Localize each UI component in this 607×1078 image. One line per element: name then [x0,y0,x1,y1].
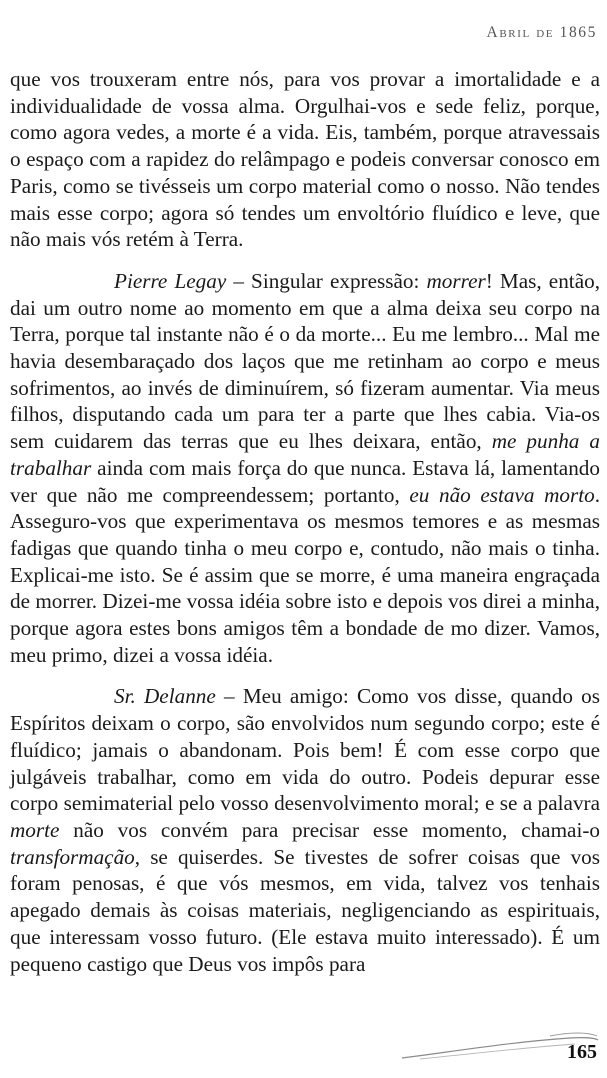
speaker-name: Pierre Legay [114,268,227,293]
text-span: ! Mas, então, dai um outro nome ao momento em que a alma deixa seu corpo na Terra, porque tal instante não é o da morte... Eu me lembro... Mal me havia desembaraçado dos laços que me retinham ao corpo e meus sofrimentos, ao invés de diminuírem, só fizeram aumentar. Via meus filhos, disputando cada um para ter a parte que lhes cabia. Via-os sem cuidarem das terras que eu lhes deixara, então, [10,268,600,454]
text-span: não vos convém para precisar esse momento, chamai-o [59,817,600,842]
speaker-name: Sr. Delanne [114,684,216,709]
text-span: ainda com mais força do que nunca. Estava lá, lamentando ver que não me compreendessem; portanto, [10,455,600,507]
text-span: , se quiserdes. Se tivestes de sofrer coisas que vos foram penosas, é que vós mesmos, em vida, talvez vos tenhais apegado demais às coisas materiais, negligenciando as espirituais, que interessam vosso futuro. (Ele estava muito interessado). É um pequeno castigo que Deus vos impôs para [10,844,600,976]
italic-span: me punha a trabalhar [10,429,600,480]
text-span: – Meu amigo: Como vos disse, quando os Espíritos deixam o corpo, são envolvidos num segundo corpo; este é fluídico; jamais o abandonam. Pois bem! É com esse corpo que julgáveis trabalhar, como em vida do outro. Podeis depurar esse corpo semimaterial pelo vosso desenvolvimento moral; e se a palavra [10,684,600,816]
text-span: – Singular expressão: [226,268,427,293]
italic-span: morte [10,817,60,842]
italic-span: eu não estava morto [409,482,595,507]
page-number: 165 [567,1041,597,1063]
paragraph-2 [10,268,600,669]
page-footer [0,1020,607,1078]
running-header: Abril de 1865 [486,24,597,41]
italic-span: transformação [10,844,135,869]
paragraph-1 [10,66,600,253]
page-body [10,66,600,977]
text-span: que vos trouxeram entre nós, para vos provar a imortalidade e a individualidade de vossa alma. Orgulhai-vos e sede feliz, porque, como agora vedes, a morte é a vida. Eis, também, porque atravessais o espaço com a rapidez do relâmpago e podeis conversar conosco em Paris, como se tivésseis um corpo material como o nosso. Não tendes mais esse corpo; agora só tendes um envoltório fluídico e leve, que não mais vós retém à Terra. [10,67,600,252]
italic-span: morrer [426,268,486,293]
text-span: . Asseguro-vos que experimentava os mesmos temores e as mesmas fadigas que quando tinha o meu corpo e, contudo, não mais o tinha. Explicai-me isto. Se é assim que se morre, é uma maneira engraçada de morrer. Dizei-me vossa idéia sobre isto e depois vos direi a minha, porque agora estes bons amigos têm a bondade de mo dizer. Vamos, meu primo, dizei a vossa idéia. [10,482,600,667]
paragraph-3 [10,683,600,977]
